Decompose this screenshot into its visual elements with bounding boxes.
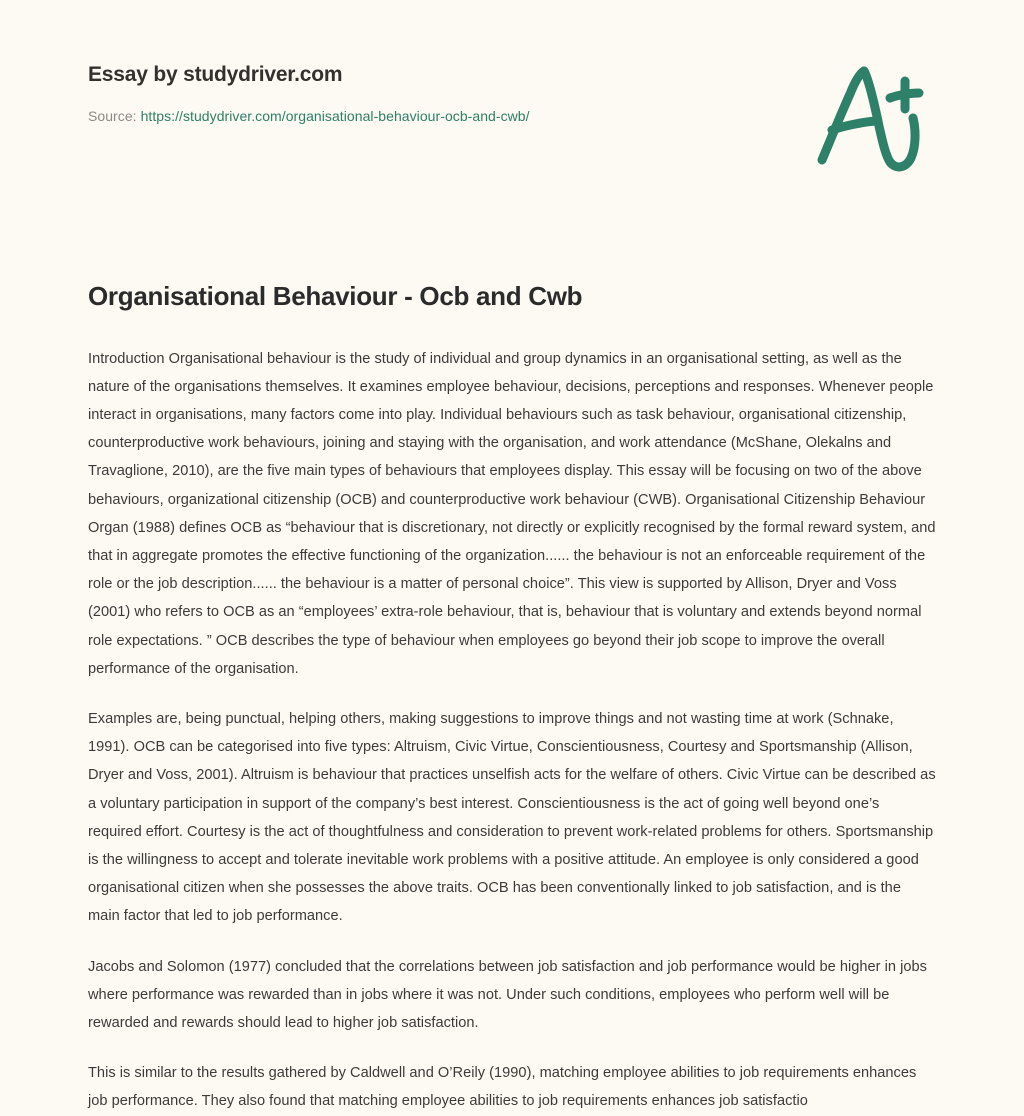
a-plus-icon	[806, 58, 936, 178]
studydriver-a-plus-logo	[806, 58, 936, 178]
paragraph: Jacobs and Solomon (1977) concluded that the correlations between job satisfaction and job performance would be higher in jobs where performance was rewarded than in jobs where it was not. Under such conditions, employees who perform well will be rewarded and rewards should lead to higher job satisfaction.	[88, 958, 927, 1031]
paragraph: This is similar to the results gathered by Caldwell and O’Reily (1990), matching employee abilities to job requirements enhances job performance. They also found that matching employee abilities to job requirements enhances job satisfactio	[88, 1065, 917, 1110]
page-header	[88, 0, 936, 192]
source-label: Source:	[88, 108, 137, 125]
paragraph: Introduction Organisational behaviour is the study of individual and group dynamics in an organisational setting, as well as the nature of the organisations themselves. It examines employee behaviour, decisions, perceptions and responses. Whenever people interact in organisations, many factors come into play. Individual behaviours such as task behaviour, organisational citizenship, counterproductive work behaviours, joining and staying with the organisation, and work attendance (McShane, Olekalns and Travaglione, 2010), are the five main types of behaviours that employees display. This essay will be focusing on two of the above behaviours, organizational citizenship (OCB) and counterproductive work behaviour (CWB). Organisational Citizenship Behaviour Organ (1988) defines OCB as “behaviour that is discretionary, not directly or explicitly recognised by the formal reward system, and that in aggregate promotes the effective functioning of the organization...... the behaviour is not an enforceable requirement of the role or the job description...... the behaviour is a matter of personal choice”. This view is supported by Allison, Dryer and Voss (2001) who refers to OCB as an “employees’ extra-role behaviour, that is, behaviour that is voluntary and extends beyond normal role expectations. ” OCB describes the type of behaviour when employees go beyond their job scope to improve the overall performance of the organisation.	[88, 350, 936, 677]
byline: Essay by studydriver.com	[88, 63, 343, 86]
paragraph: Examples are, being punctual, helping others, making suggestions to improve things and not wasting time at work (Schnake, 1991). OCB can be categorised into five types: Altruism, Civic Virtue, Conscientiousness, Courtesy and Sportsmanship (Allison, Dryer and Voss, 2001). Altruism is behaviour that practices unselfish acts for the welfare of others. Civic Virtue can be described as a voluntary participation in support of the company’s best interest. Conscientiousness is the act of going well beyond one’s required effort. Courtesy is the act of thoughtfulness and consideration to prevent work-related problems for others. Sportsmanship is the willingness to accept and tolerate inevitable work problems with a positive attitude. An employee is only considered a good organisational citizen when she possesses the above traits. OCB has been conventionally linked to job satisfaction, and is the main factor that led to job performance.	[88, 710, 936, 925]
source-url-link[interactable]: https://studydriver.com/organisational-behaviour-ocb-and-cwb/	[140, 108, 530, 125]
essay-body	[88, 313, 936, 1116]
page-title: Organisational Behaviour - Ocb and Cwb	[88, 281, 583, 311]
